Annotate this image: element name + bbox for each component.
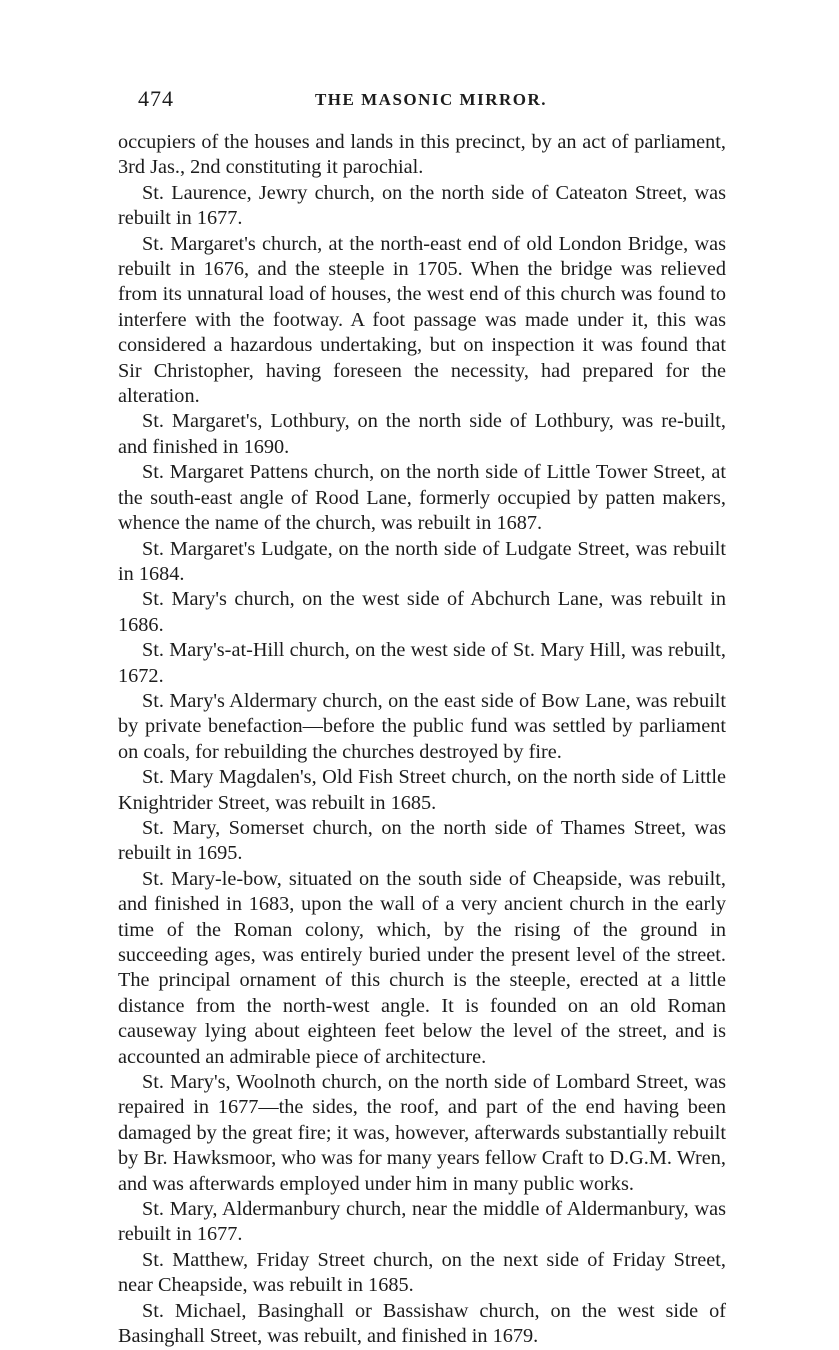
paragraph-st-mary-at-hill: St. Mary's-at-Hill church, on the west side of St. Mary Hill, was rebuilt, 1672.	[118, 639, 726, 687]
paragraph-st-mary-aldermanbury: St. Mary, Aldermanbury church, near the middle of Aldermanbury, was rebuilt in 1677.	[118, 1198, 726, 1246]
page-number: 474	[138, 86, 174, 111]
paragraph-st-matthew-friday-street: St. Matthew, Friday Street church, on the next side of Friday Street, near Cheapside, was rebuilt in 1685.	[118, 1248, 726, 1297]
paragraph-st-mary-abchurch: St. Mary's church, on the west side of Abchurch Lane, was rebuilt in 1686.	[118, 588, 726, 636]
body-text	[118, 130, 726, 1350]
paragraph-st-margaret-ludgate: St. Margaret's Ludgate, on the north side of Ludgate Street, was rebuilt in 1684.	[118, 537, 726, 585]
paragraph-continuation: occupiers of the houses and lands in this precinct, by an act of parliament, 3rd Jas., 2nd constituting it parochial.	[118, 131, 726, 179]
paragraph-st-margaret-london-bridge: St. Margaret's church, at the north-east end of old London Bridge, was rebuilt in 1676, and the steeple in 1705. When the bridge was relieved from its unnatural load of houses, the west end of this church was found to interfere with the footway. A foot passage was made under it, this was considered a hazardous undertaking, but on inspection it was found that Sir Christopher, having foreseen the necessity, had prepared for the alteration.	[118, 232, 726, 408]
running-title: THE MASONIC MIRROR.	[314, 90, 548, 109]
paragraph-st-mary-le-bow: St. Mary-le-bow, situated on the south side of Cheapside, was rebuilt, and finished in 1683, upon the wall of a very ancient church in the early time of the Roman colony, which, by the rising of the ground in succeeding ages, was entirely buried under the present level of the street. The principal ornament of this church is the steeple, erected at a little distance from the north-west angle. It is founded on an old Roman causeway lying about eighteen feet below the level of the street, and is accounted an admirable piece of architecture.	[118, 867, 726, 1068]
paragraph-st-mary-woolnoth: St. Mary's, Woolnoth church, on the north side of Lombard Street, was repaired in 1677—the sides, the roof, and part of the end having been damaged by the great fire; it was, however, afterwards substantially rebuilt by Br. Hawksmoor, who was for many years fellow Craft to D.G.M. Wren, and was afterwards employed under him in many public works.	[118, 1071, 726, 1195]
paragraph-st-margaret-pattens: St. Margaret Pattens church, on the north side of Little Tower Street, at the south-east angle of Rood Lane, formerly occupied by patten makers, whence the name of the church, was rebuilt in 1687.	[118, 461, 726, 535]
paragraph-st-mary-somerset: St. Mary, Somerset church, on the north side of Thames Street, was rebuilt in 1695.	[118, 816, 726, 865]
running-head	[138, 86, 724, 116]
paragraph-st-michael-basinghall: St. Michael, Basinghall or Bassishaw church, on the west side of Basinghall Street, was rebuilt, and finished in 1679.	[118, 1299, 726, 1348]
paragraph-st-laurence-jewry: St. Laurence, Jewry church, on the north side of Cateaton Street, was rebuilt in 1677.	[118, 181, 726, 230]
paragraph-st-mary-magdalen: St. Mary Magdalen's, Old Fish Street church, on the north side of Little Knightrider Street, was rebuilt in 1685.	[118, 766, 726, 814]
paragraph-st-margaret-lothbury: St. Margaret's, Lothbury, on the north side of Lothbury, was re-built, and finished in 1690.	[118, 410, 726, 458]
paragraph-st-mary-aldermary: St. Mary's Aldermary church, on the east side of Bow Lane, was rebuilt by private benefaction—before the public fund was settled by parliament on coals, for rebuilding the churches destroyed by fire.	[118, 689, 726, 763]
